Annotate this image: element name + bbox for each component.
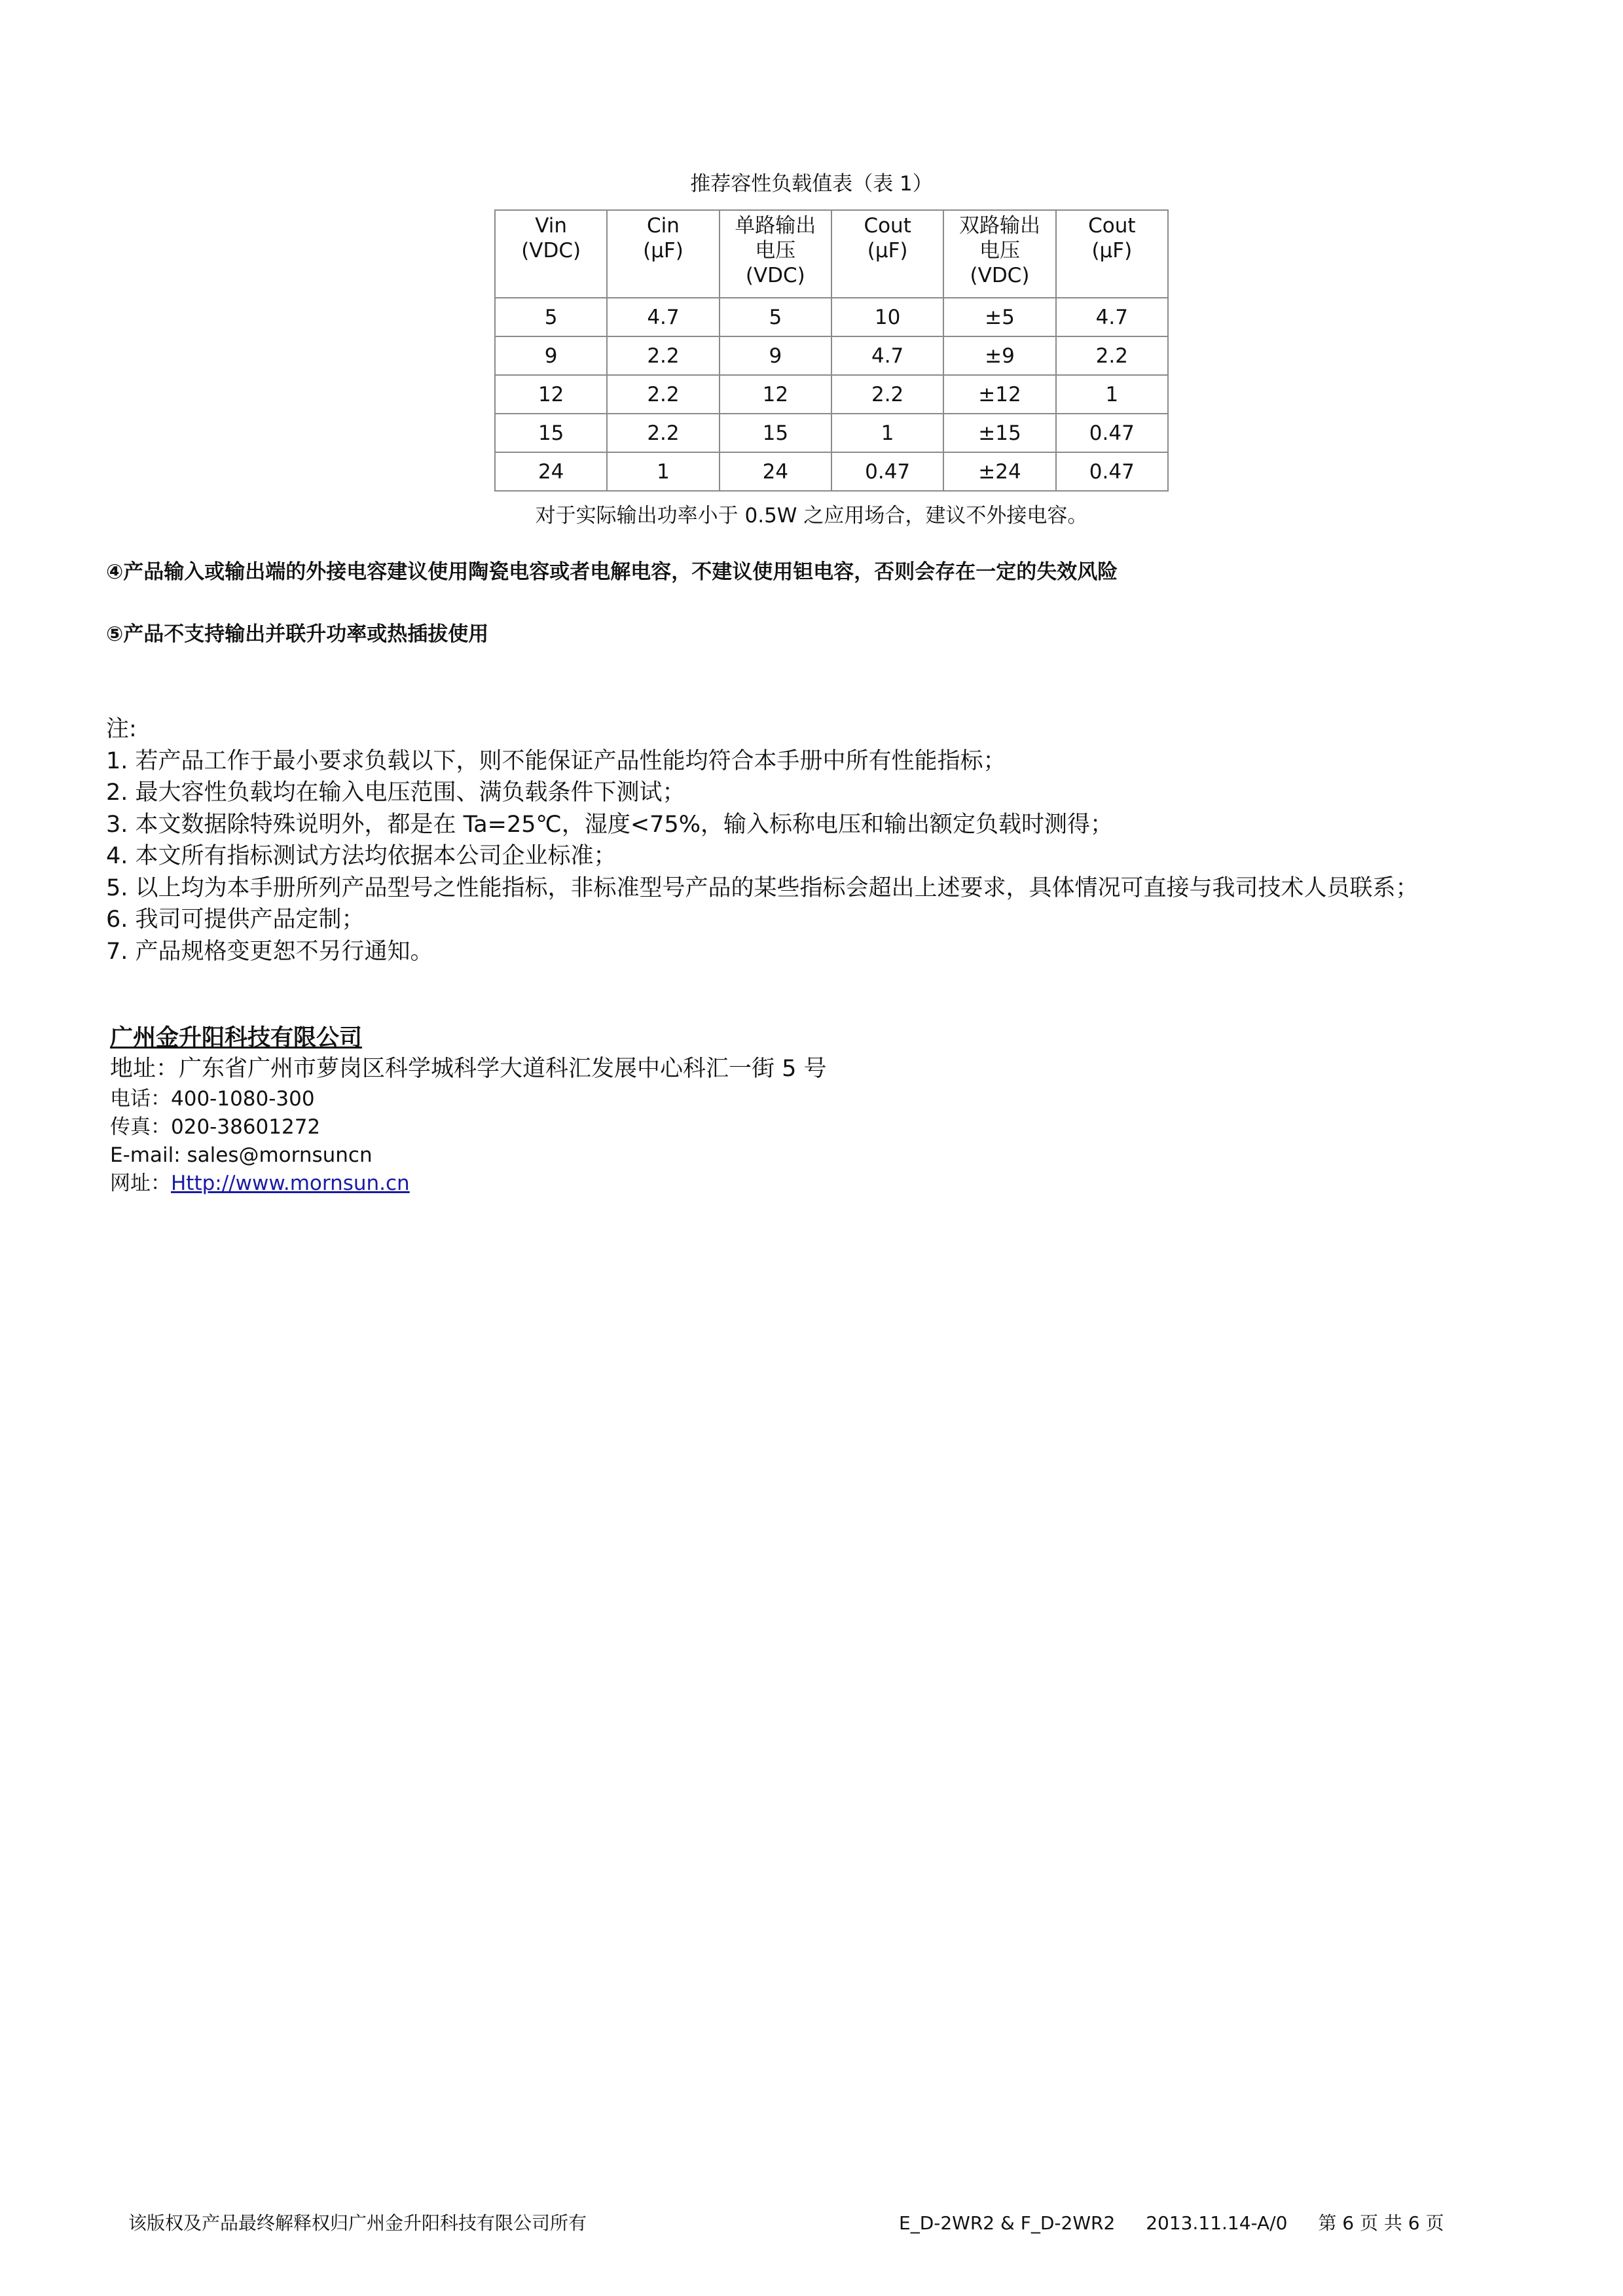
header-line: 电压	[755, 239, 796, 262]
table-cell: 1	[607, 452, 719, 491]
table-footnote: 对于实际输出功率小于 0.5W 之应用场合，建议不外接电容。	[535, 504, 1088, 528]
footer-revision: 2013.11.14-A/0	[1146, 2212, 1288, 2234]
table-cell: ±15	[943, 414, 1055, 452]
company-fax: 传真：020-38601272	[110, 1115, 321, 1139]
header-line: Cin	[647, 214, 680, 238]
table-cell: 9	[720, 336, 831, 375]
company-name: 广州金升阳科技有限公司	[110, 1025, 363, 1051]
table-cell: 12	[495, 375, 607, 414]
table-cell: ±24	[943, 452, 1055, 491]
table-cell: 4.7	[1056, 298, 1168, 336]
website-label: 网址：	[110, 1172, 171, 1195]
header-line: (VDC)	[521, 239, 581, 262]
table-title: 推荐容性负载值表（表 1）	[690, 172, 933, 196]
table-cell: 5	[720, 298, 831, 336]
note-item: 4. 本文所有指标测试方法均依据本公司企业标准；	[106, 843, 617, 869]
header-vin	[495, 210, 607, 298]
table-cell: 15	[495, 414, 607, 452]
table-cell: 1	[1056, 375, 1168, 414]
table-row	[495, 452, 1168, 491]
table-cell: 4.7	[607, 298, 719, 336]
table-cell: ±12	[943, 375, 1055, 414]
table-cell: ±9	[943, 336, 1055, 375]
table-cell: 2.2	[831, 375, 943, 414]
header-cout-dual	[1056, 210, 1168, 298]
website-link[interactable]: Http://www.mornsun.cn	[171, 1172, 410, 1195]
note-item: 5. 以上均为本手册所列产品型号之性能指标，非标准型号产品的某些指标会超出上述要求，具体情况可直接与我司技术人员联系；	[106, 874, 1419, 901]
header-cout-single	[831, 210, 943, 298]
notes-section	[106, 713, 1419, 967]
table-row	[495, 375, 1168, 414]
company-phone: 电话：400-1080-300	[110, 1087, 315, 1111]
header-line: (µF)	[1091, 239, 1133, 262]
note-item: 1. 若产品工作于最小要求负载以下，则不能保证产品性能均符合本手册中所有性能指标；	[106, 747, 1006, 774]
header-single-output-voltage	[720, 210, 831, 298]
header-line: (VDC)	[970, 264, 1030, 287]
table-cell: 12	[720, 375, 831, 414]
header-line: 电压	[979, 239, 1020, 262]
header-cin	[607, 210, 719, 298]
header-line: Vin	[535, 214, 568, 238]
table-row	[495, 336, 1168, 375]
company-address: 地址：广东省广州市萝岗区科学城科学大道科汇发展中心科汇一街 5 号	[110, 1056, 827, 1082]
table-cell: ±5	[943, 298, 1055, 336]
table-cell: 15	[720, 414, 831, 452]
table-row	[495, 298, 1168, 336]
capacitive-load-table	[494, 209, 1169, 492]
header-line: 单路输出	[735, 214, 816, 238]
table-cell: 0.47	[831, 452, 943, 491]
table-cell: 5	[495, 298, 607, 336]
remark-4: ④产品输入或输出端的外接电容建议使用陶瓷电容或者电解电容，不建议使用钽电容，否则会存在一定的失效风险	[106, 560, 1118, 584]
contact-block	[110, 1052, 827, 1198]
table-cell: 24	[720, 452, 831, 491]
table-cell: 2.2	[607, 414, 719, 452]
note-item: 7. 产品规格变更恕不另行通知。	[106, 938, 433, 965]
table-cell: 9	[495, 336, 607, 375]
note-item: 6. 我司可提供产品定制；	[106, 906, 365, 933]
remark-5: ⑤产品不支持输出并联升功率或热插拔使用	[106, 622, 489, 646]
table-cell: 24	[495, 452, 607, 491]
table-cell: 2.2	[607, 336, 719, 375]
table-cell: 2.2	[1056, 336, 1168, 375]
footer-copyright: 该版权及产品最终解释权归广州金升阳科技有限公司所有	[128, 2212, 587, 2234]
header-line: Cout	[864, 214, 911, 238]
header-line: Cout	[1088, 214, 1136, 238]
company-website	[110, 1170, 827, 1198]
note-item: 2. 最大容性负载均在输入电压范围、满负载条件下测试；	[106, 780, 685, 806]
table-cell: 0.47	[1056, 414, 1168, 452]
footer-page: 第 6 页 共 6 页	[1318, 2212, 1444, 2234]
table-cell: 10	[831, 298, 943, 336]
header-line: (VDC)	[745, 264, 805, 287]
notes-heading: 注:	[106, 716, 137, 742]
footer-model: E_D-2WR2 & F_D-2WR2	[899, 2212, 1116, 2234]
table-cell: 2.2	[607, 375, 719, 414]
header-line: (µF)	[867, 239, 908, 262]
company-email: E-mail: sales@mornsuncn	[110, 1143, 373, 1167]
table-cell: 0.47	[1056, 452, 1168, 491]
table-cell: 4.7	[831, 336, 943, 375]
note-item: 3. 本文数据除特殊说明外，都是在 Ta=25℃，湿度<75%，输入标称电压和输出额定负载时测得；	[106, 811, 1113, 838]
table-row	[495, 414, 1168, 452]
header-line: (µF)	[643, 239, 684, 262]
table-header-row	[495, 210, 1168, 298]
header-line: 双路输出	[958, 214, 1040, 238]
table-cell: 1	[831, 414, 943, 452]
footer-info	[899, 2209, 1468, 2235]
header-dual-output-voltage	[943, 210, 1055, 298]
